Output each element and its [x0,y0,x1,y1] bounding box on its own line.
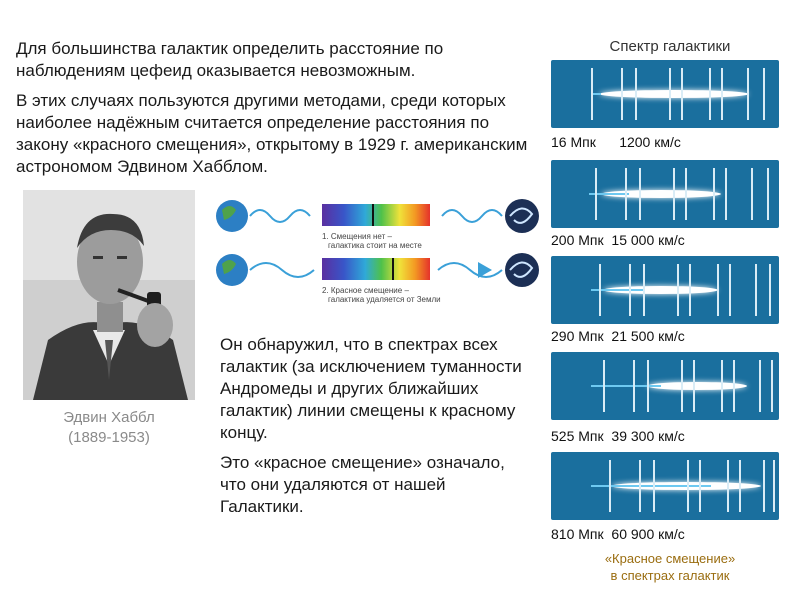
spectrum-title: Спектр галактики [609,38,731,55]
spectra-caption-line-1: «Красное смещение» [604,551,736,566]
spectrum-label: 290 Мпк 21 500 км/с [551,328,685,344]
spectrum-label: 810 Мпк 60 900 км/с [551,526,685,542]
spectrum-panel [551,352,779,420]
spectrum-bar-2 [322,258,430,280]
description-paragraph-2: Это «красное смещение» означало, что они удаляются от нашей Галактики. [220,453,505,516]
earth-icon [216,200,248,232]
intro-text [16,38,536,186]
galaxy-icon [505,199,539,233]
description-text [220,334,530,526]
galaxy-icon [505,253,539,287]
diagram-label-2a: 2. Красное смещение – [322,286,409,295]
spectrum-label: 525 Мпк 39 300 км/с [551,428,685,444]
spectra-caption-line-2: в спектрах галактик [610,568,730,583]
spectrum-bar-1 [322,204,430,226]
portrait-years: (1889-1953) [68,429,150,446]
portrait-name: Эдвин Хаббл [63,409,155,426]
spectrum-panel [551,160,779,228]
diagram-label-1b: галактика стоит на месте [328,241,422,250]
spectrum-label: 200 Мпк 15 000 км/с [551,232,685,248]
spectrum-panel [551,60,779,128]
intro-paragraph-1: Для большинства галактик определить расстояние по наблюдениям цефеид оказывается невозможным. [16,39,444,80]
intro-paragraph-2: В этих случаях пользуются другими методами, среди которых наиболее надёжным считается определение расстояния по закону «красного смещения», открытому в 1929 г. американским астрономом Эдвином Хабблом. [16,91,528,176]
description-paragraph-1: Он обнаружил, что в спектрах всех галактик (за исключением туманности Андромеды и других ближайших галактик) линии смещены к красному концу. [220,335,522,442]
spectrum-label: 16 Мпк 1200 км/с [551,134,681,150]
spectra-caption [560,550,780,584]
hubble-portrait [23,190,195,400]
earth-icon [216,254,248,286]
redshift-diagram [210,192,545,312]
portrait-caption [23,408,195,448]
spectrum-panel [551,452,779,520]
diagram-label-1a: 1. Смещения нет – [322,232,392,241]
spectrum-panel [551,256,779,324]
diagram-label-2b: галактика удаляется от Земли [328,295,441,304]
